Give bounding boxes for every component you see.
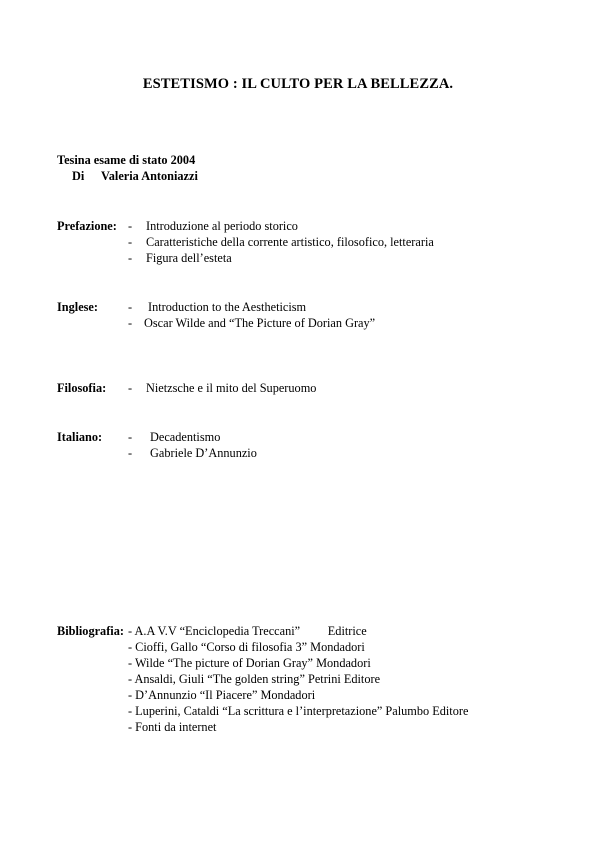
bibliography-item: - A.A V.V “Enciclopedia Treccani” Editrice: [128, 624, 367, 638]
section-label: Prefazione:: [57, 219, 117, 233]
list-item: Caratteristiche della corrente artistico, filosofico, letteraria: [146, 235, 434, 249]
list-item: Gabriele D’Annunzio: [150, 446, 257, 460]
bibliography-item: - D’Annunzio “Il Piacere” Mondadori: [128, 688, 316, 702]
list-bullet: -: [128, 430, 133, 444]
section-label: Filosofia:: [57, 381, 107, 395]
list-bullet: -: [128, 316, 133, 330]
document-title: ESTETISMO : IL CULTO PER LA BELLEZZA.: [142, 76, 454, 92]
document-subtitle: Tesina esame di stato 2004: [57, 153, 196, 167]
list-bullet: -: [128, 219, 133, 233]
bibliography-item: - Cioffi, Gallo “Corso di filosofia 3” Mondadori: [128, 640, 365, 654]
list-bullet: -: [128, 251, 133, 265]
section-label: Bibliografia:: [57, 624, 124, 638]
bibliography-item: - Luperini, Cataldi “La scrittura e l’interpretazione” Palumbo Editore: [128, 704, 469, 718]
list-item: Figura dell’esteta: [146, 251, 232, 265]
list-item: Introduction to the Aestheticism: [148, 300, 307, 314]
list-item: Decadentismo: [150, 430, 221, 444]
list-bullet: -: [128, 235, 133, 249]
list-item: Oscar Wilde and “The Picture of Dorian Gray”: [144, 316, 376, 330]
list-bullet: -: [128, 300, 133, 314]
list-item: Nietzsche e il mito del Superuomo: [146, 381, 317, 395]
list-item: Introduzione al periodo storico: [146, 219, 298, 233]
author-prefix: Di: [72, 169, 85, 183]
author-name: Valeria Antoniazzi: [101, 169, 198, 183]
bibliography-item: - Wilde “The picture of Dorian Gray” Mondadori: [128, 656, 371, 670]
list-bullet: -: [128, 446, 133, 460]
bibliography-item: - Ansaldi, Giuli “The golden string” Petrini Editore: [128, 672, 381, 686]
section-label: Italiano:: [57, 430, 103, 444]
list-bullet: -: [128, 381, 133, 395]
bibliography-item: - Fonti da internet: [128, 720, 217, 734]
section-label: Inglese:: [57, 300, 98, 314]
